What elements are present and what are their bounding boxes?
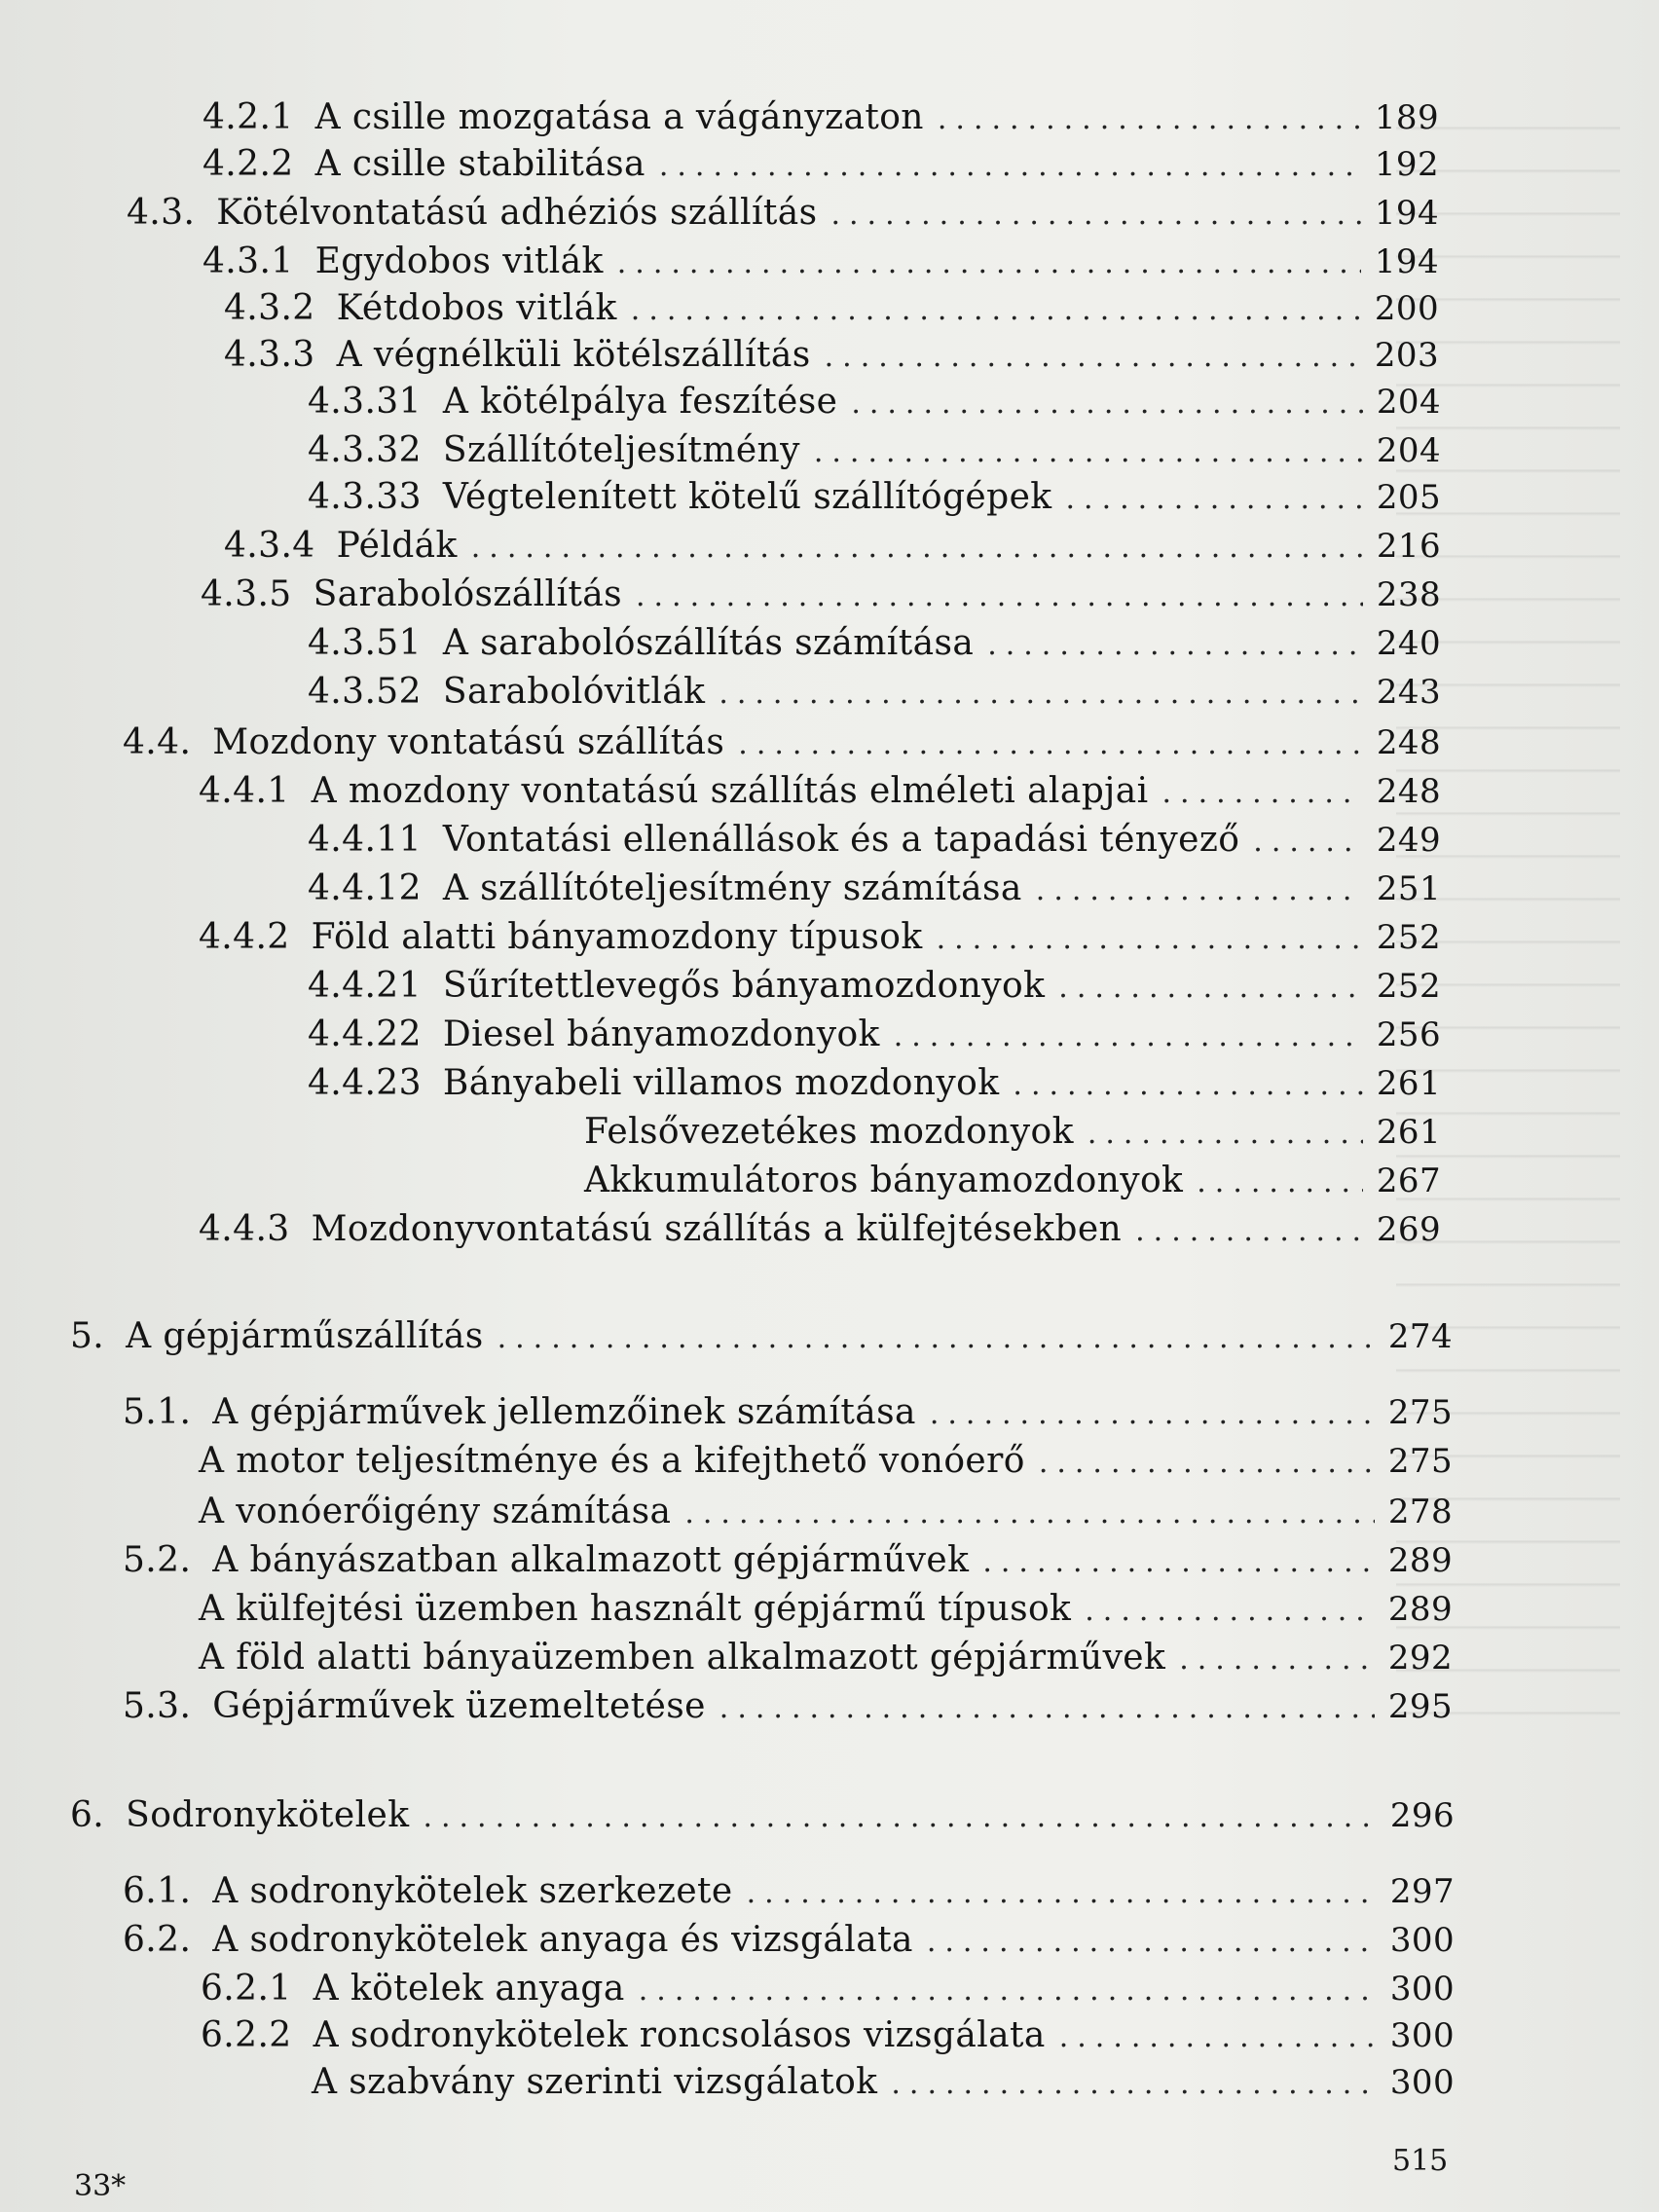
leader-dots <box>1036 868 1363 913</box>
leader-dots <box>891 2062 1377 2107</box>
leader-dots <box>938 97 1361 142</box>
toc-entry <box>308 380 1441 424</box>
toc-number: 6. <box>70 1795 105 1835</box>
toc-page: 243 <box>1376 673 1441 712</box>
toc-page: 300 <box>1389 2063 1455 2102</box>
toc-number: 5.1. <box>123 1392 192 1432</box>
toc-title: Mozdony vontatású szállítás <box>212 722 725 762</box>
toc-page: 252 <box>1376 967 1441 1006</box>
toc-entry <box>308 1013 1441 1057</box>
leader-dots <box>1058 966 1363 1011</box>
leader-dots <box>814 430 1363 475</box>
toc-title: A szállítóteljesítmény számítása <box>442 868 1022 908</box>
toc-entry <box>308 1061 1441 1106</box>
toc-entry <box>312 2060 1455 2105</box>
toc-title: A motor teljesítménye és a kifejthető vonóerő <box>199 1441 1025 1481</box>
toc-number: 4.3. <box>127 193 196 233</box>
leader-dots <box>1197 1161 1363 1205</box>
leader-dots <box>1253 820 1363 865</box>
toc-title: Sarabolószállítás <box>313 574 622 614</box>
toc-number: 4.4.22 <box>308 1014 422 1054</box>
toc-title: Mozdonyvontatású szállítás a külfejtésekben <box>311 1209 1123 1249</box>
toc-page: 216 <box>1376 527 1441 566</box>
leader-dots <box>659 144 1361 189</box>
toc-page: 275 <box>1387 1442 1453 1481</box>
toc-title: Kötélvontatású adhéziós szállítás <box>216 193 818 233</box>
toc-page: 252 <box>1376 918 1441 957</box>
toc-entry <box>199 1587 1453 1632</box>
toc-title: A sarabolószállítás számítása <box>442 623 975 663</box>
toc-page: 238 <box>1376 575 1441 614</box>
toc-title: A mozdony vontatású szállítás elméleti alapjai <box>311 771 1149 811</box>
toc-entry <box>224 333 1439 378</box>
toc-page: 249 <box>1376 821 1441 860</box>
toc-number: 4.3.51 <box>308 623 422 663</box>
toc-number: 4.3.32 <box>308 430 422 470</box>
toc-entry <box>203 95 1439 140</box>
toc-page: 274 <box>1387 1317 1453 1356</box>
toc-number: 5. <box>70 1316 105 1356</box>
toc-entry <box>70 1793 1455 1838</box>
toc-number: 6.2.1 <box>201 1969 292 2009</box>
toc-title: A külfejtési üzemben használt gépjármű típusok <box>199 1589 1072 1629</box>
toc-entry <box>123 1390 1453 1435</box>
toc-entry <box>199 1207 1441 1252</box>
toc-number: 4.4.2 <box>199 917 290 957</box>
toc-page: 275 <box>1387 1393 1453 1432</box>
toc-number: 4.3.3 <box>224 335 315 375</box>
leader-dots <box>1162 771 1363 816</box>
toc-entry <box>203 142 1439 187</box>
leader-dots <box>987 623 1363 668</box>
toc-page: 204 <box>1376 431 1441 470</box>
toc-title: Sodronykötelek <box>126 1795 410 1835</box>
leader-dots <box>830 193 1360 238</box>
toc-entry <box>308 964 1441 1009</box>
toc-page: 248 <box>1376 723 1441 762</box>
toc-page: 289 <box>1387 1590 1453 1629</box>
leader-dots <box>1013 1063 1362 1108</box>
toc-number: 4.3.1 <box>203 241 294 281</box>
leader-dots <box>1059 2015 1377 2060</box>
leader-dots <box>825 335 1361 380</box>
toc-title: Diesel bányamozdonyok <box>442 1014 880 1054</box>
toc-entry <box>199 769 1441 814</box>
toc-number: 6.2. <box>123 1920 192 1960</box>
toc-page: 192 <box>1374 145 1439 184</box>
toc-entry <box>584 1110 1441 1155</box>
toc-number: 4.4.21 <box>308 966 422 1006</box>
toc-entry <box>224 286 1439 331</box>
toc-entry <box>308 428 1441 473</box>
toc-entry <box>199 1636 1453 1680</box>
toc-entry <box>201 1967 1455 2011</box>
toc-number: 4.4.12 <box>308 868 422 908</box>
toc-page: 189 <box>1374 98 1439 137</box>
toc-number: 4.3.31 <box>308 382 422 422</box>
toc-entry <box>584 1159 1441 1203</box>
signature-mark: 33* <box>74 2169 127 2203</box>
leader-dots <box>631 288 1361 333</box>
leader-dots <box>423 1795 1376 1840</box>
toc-number: 5.2. <box>123 1540 192 1580</box>
toc-title: A föld alatti bányaüzemben alkalmazott gépjárművek <box>199 1638 1166 1677</box>
toc-title: Végtelenített kötelű szállítógépek <box>442 477 1052 517</box>
toc-number: 4.3.52 <box>308 672 422 712</box>
toc-number: 5.3. <box>123 1686 192 1726</box>
toc-entry <box>308 818 1441 863</box>
toc-entry <box>308 621 1441 666</box>
toc-entry <box>127 191 1439 236</box>
leader-dots <box>894 1014 1363 1059</box>
toc-entry <box>123 1918 1455 1963</box>
toc-entry <box>123 720 1441 765</box>
toc-number: 4.3.33 <box>308 477 422 517</box>
toc-title: Bányabeli villamos mozdonyok <box>442 1063 1000 1103</box>
toc-title: Kétdobos vitlák <box>336 288 617 328</box>
toc-title: Egydobos vitlák <box>314 241 604 281</box>
toc-page: 261 <box>1376 1113 1441 1152</box>
leader-dots <box>636 574 1363 619</box>
toc-page: 295 <box>1387 1687 1453 1726</box>
toc-title: Gépjárművek üzemeltetése <box>212 1686 706 1726</box>
toc-title: A kötélpálya feszítése <box>442 382 838 422</box>
toc-page: 248 <box>1376 772 1441 811</box>
leader-dots <box>719 1686 1375 1731</box>
toc-title: Akkumulátoros bányamozdonyok <box>584 1161 1184 1200</box>
toc-entry <box>70 1314 1453 1359</box>
toc-number: 4.2.1 <box>203 97 294 137</box>
toc-entry <box>308 866 1441 911</box>
leader-dots <box>1179 1638 1375 1682</box>
toc-title: A sodronykötelek anyaga és vizsgálata <box>212 1920 913 1960</box>
toc-title: Sarabolóvitlák <box>442 672 706 712</box>
toc-title: Vontatási ellenállások és a tapadási tényező <box>442 820 1240 860</box>
toc-page: 256 <box>1376 1015 1441 1054</box>
toc-page: 300 <box>1389 2016 1455 2055</box>
toc-page: 278 <box>1387 1493 1453 1531</box>
toc-entry <box>123 1684 1453 1729</box>
toc-number: 4.4.23 <box>308 1063 422 1103</box>
leader-dots <box>719 672 1363 717</box>
toc-title: A vonóerőigény számítása <box>199 1492 672 1531</box>
leader-dots <box>1085 1589 1375 1634</box>
toc-number: 6.2.2 <box>201 2015 292 2055</box>
toc-page: 289 <box>1387 1541 1453 1580</box>
toc-page: 200 <box>1374 289 1439 328</box>
toc-entry <box>199 915 1441 960</box>
leader-dots <box>1135 1209 1363 1254</box>
toc-entry <box>123 1538 1453 1583</box>
toc-number: 6.1. <box>123 1871 192 1911</box>
page-number: 515 <box>1392 2144 1449 2178</box>
toc-title: A szabvány szerinti vizsgálatok <box>312 2062 878 2102</box>
toc-number: 4.4.11 <box>308 820 422 860</box>
toc-number: 4.4. <box>123 722 192 762</box>
leader-dots <box>937 917 1363 962</box>
toc-page: 296 <box>1389 1796 1455 1835</box>
toc-title: A csille mozgatása a vágányzaton <box>314 97 924 137</box>
toc-entry <box>308 670 1441 715</box>
leader-dots <box>617 241 1361 286</box>
leader-dots <box>930 1392 1375 1437</box>
toc-page: 297 <box>1389 1872 1455 1911</box>
toc-entry <box>199 1439 1453 1484</box>
toc-page: 204 <box>1376 383 1441 422</box>
toc-title: Szállítóteljesítmény <box>442 430 800 470</box>
toc-entry <box>123 1869 1455 1914</box>
leader-dots <box>684 1492 1375 1536</box>
toc-number: 4.3.4 <box>224 526 315 566</box>
toc-page: 269 <box>1376 1210 1441 1249</box>
toc-page: 194 <box>1374 194 1439 233</box>
toc-number: 4.3.2 <box>224 288 315 328</box>
toc-title: Felsővezetékes mozdonyok <box>584 1112 1074 1152</box>
toc-page: 267 <box>1376 1161 1441 1200</box>
toc-page: 203 <box>1374 336 1439 375</box>
leader-dots <box>747 1871 1377 1916</box>
toc-title: Sűrítettlevegős bányamozdonyok <box>442 966 1046 1006</box>
toc-page: 251 <box>1376 869 1441 908</box>
toc-entry <box>308 475 1441 520</box>
toc-title: A sodronykötelek roncsolásos vizsgálata <box>313 2015 1046 2055</box>
toc-page: 300 <box>1389 1921 1455 1960</box>
leader-dots <box>1088 1112 1363 1157</box>
toc-title: A gépjárműszállítás <box>126 1316 484 1356</box>
toc-number: 4.2.2 <box>203 144 294 184</box>
toc-entry <box>203 240 1439 284</box>
toc-entry <box>201 2013 1455 2058</box>
toc-title: A gépjárművek jellemzőinek számítása <box>212 1392 916 1432</box>
leader-dots <box>851 382 1363 426</box>
toc-page: 240 <box>1376 624 1441 663</box>
toc-title: Föld alatti bányamozdony típusok <box>311 917 923 957</box>
toc-title: A sodronykötelek szerkezete <box>212 1871 733 1911</box>
toc-title: Példák <box>336 526 458 566</box>
leader-dots <box>1066 477 1363 522</box>
toc-page: 194 <box>1374 242 1439 281</box>
toc-page: 292 <box>1387 1639 1453 1677</box>
toc-page: 300 <box>1389 1970 1455 2009</box>
leader-dots <box>471 526 1363 571</box>
toc-number: 4.4.1 <box>199 771 290 811</box>
toc-title: A bányászatban alkalmazott gépjárművek <box>212 1540 970 1580</box>
leader-dots <box>982 1540 1375 1585</box>
leader-dots <box>927 1920 1377 1965</box>
leader-dots <box>738 722 1363 767</box>
leader-dots <box>639 1969 1377 2013</box>
toc-number: 4.4.3 <box>199 1209 290 1249</box>
toc-entry <box>201 572 1441 617</box>
toc-number: 4.3.5 <box>201 574 292 614</box>
toc-title: A végnélküli kötélszállítás <box>336 335 811 375</box>
toc-page: 261 <box>1376 1064 1441 1103</box>
toc-page: 205 <box>1376 478 1441 517</box>
toc-title: A kötelek anyaga <box>313 1969 625 2009</box>
toc-title: A csille stabilitása <box>314 144 645 184</box>
toc-entry <box>199 1490 1453 1534</box>
leader-dots <box>498 1316 1375 1361</box>
toc-entry <box>224 524 1441 569</box>
leader-dots <box>1039 1441 1375 1486</box>
